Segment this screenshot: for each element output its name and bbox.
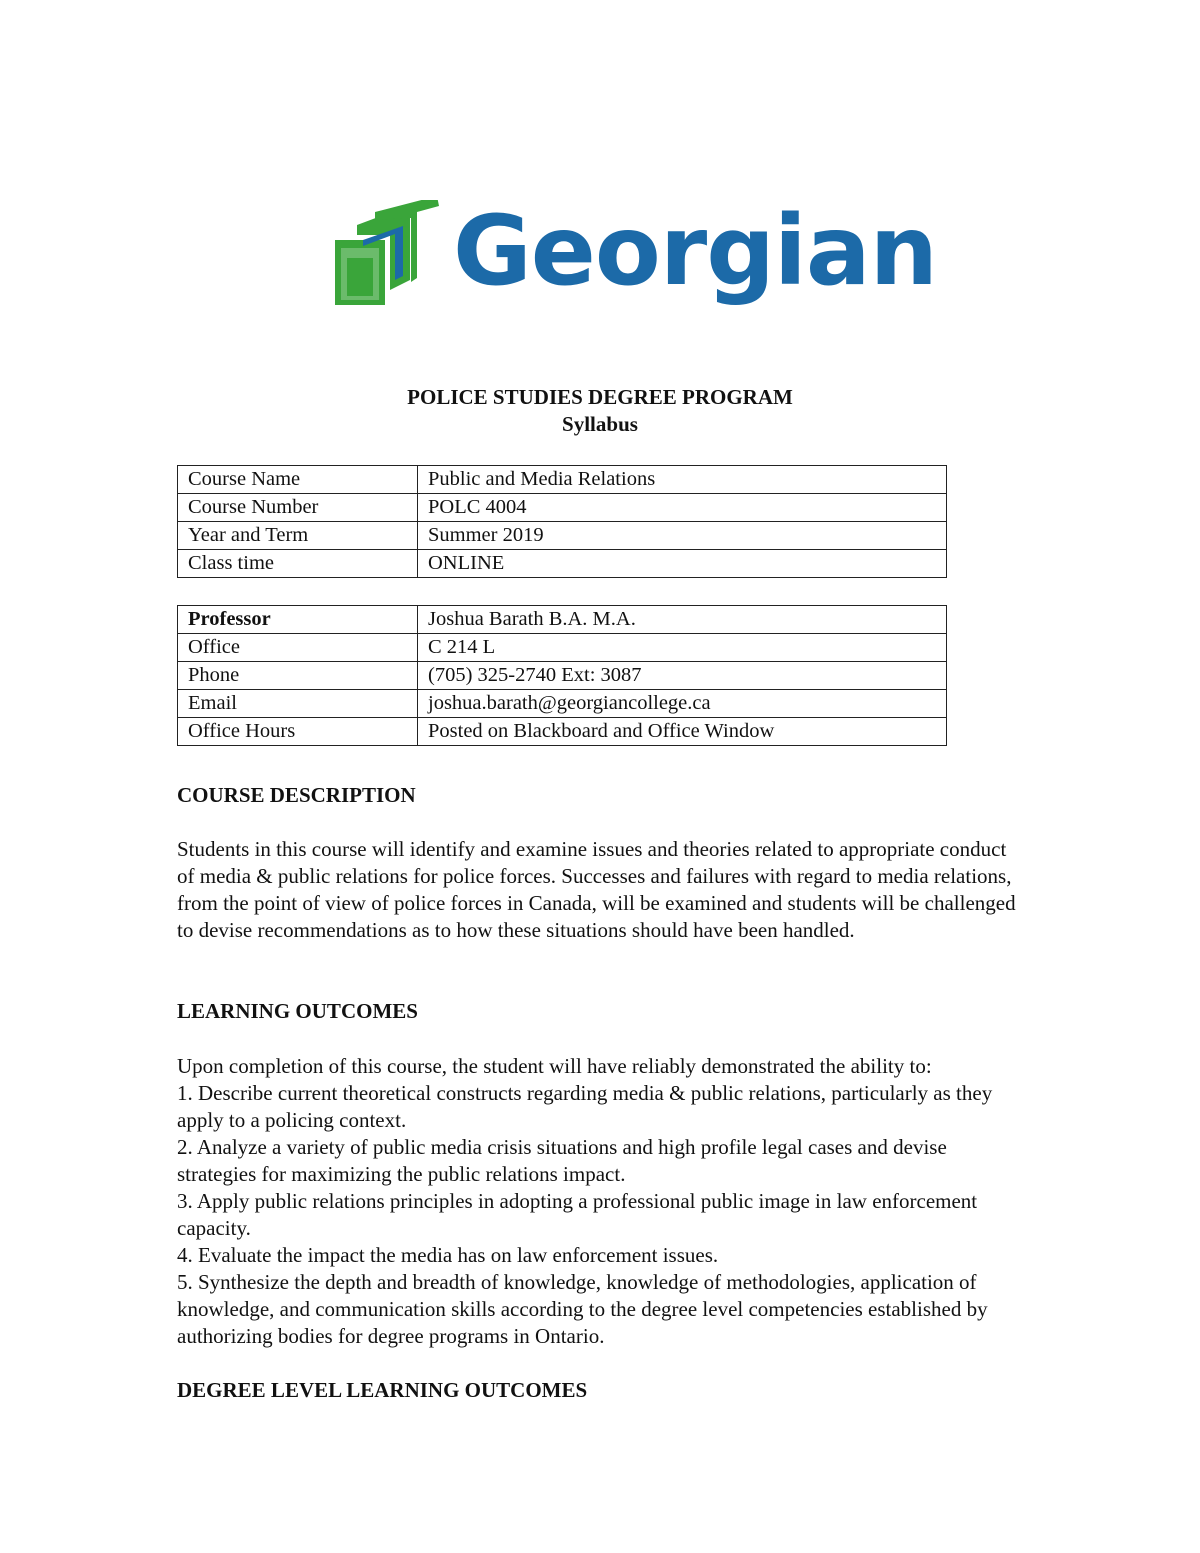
list-item: 4. Evaluate the impact the media has on law enforcement issues. — [177, 1243, 719, 1267]
table-row — [178, 522, 947, 550]
list-item: 1. Describe current theoretical constructs regarding media & public relations, particularly as they apply to a policing context. — [177, 1081, 993, 1132]
learning-outcomes-list — [177, 1053, 1027, 1350]
table-row — [178, 494, 947, 522]
row-label: Year and Term — [178, 522, 418, 550]
row-value: Public and Media Relations — [418, 466, 947, 494]
row-label: Phone — [178, 662, 418, 690]
learning-outcomes-heading: LEARNING OUTCOMES — [177, 999, 418, 1023]
georgian-logo — [335, 195, 937, 335]
document-type: Syllabus — [562, 412, 638, 436]
course-description-heading: COURSE DESCRIPTION — [177, 783, 416, 807]
row-label: Class time — [178, 550, 418, 578]
email-value[interactable]: joshua.barath@georgiancollege.ca — [418, 690, 947, 718]
table-row — [178, 550, 947, 578]
table-row — [178, 690, 947, 718]
degree-outcomes-heading: DEGREE LEVEL LEARNING OUTCOMES — [177, 1378, 588, 1402]
course-info-table — [177, 465, 947, 578]
row-value: POLC 4004 — [418, 494, 947, 522]
row-label: Professor — [178, 606, 418, 634]
learning-outcomes-intro: Upon completion of this course, the student will have reliably demonstrated the ability to: — [177, 1054, 932, 1078]
row-value: Posted on Blackboard and Office Window — [418, 718, 947, 746]
row-value: ONLINE — [418, 550, 947, 578]
table-row — [178, 662, 947, 690]
program-title: POLICE STUDIES DEGREE PROGRAM — [407, 385, 793, 409]
table-row — [178, 718, 947, 746]
row-label: Course Number — [178, 494, 418, 522]
table-row — [178, 606, 947, 634]
row-label: Course Name — [178, 466, 418, 494]
row-value: (705) 325-2740 Ext: 3087 — [418, 662, 947, 690]
course-description-text: Students in this course will identify and examine issues and theories related to appropriate conduct of media & public relations for police forces. Successes and failures with regard to media relations, from the point of view of police forces in Canada, will be examined and students will be challenged to devise recommendations as to how these situations should have been handled. — [177, 837, 1016, 942]
row-value: Summer 2019 — [418, 522, 947, 550]
row-label: Office Hours — [178, 718, 418, 746]
table-row — [178, 466, 947, 494]
table-row — [178, 634, 947, 662]
row-label: Office — [178, 634, 418, 662]
list-item: 2. Analyze a variety of public media crisis situations and high profile legal cases and devise strategies for maximizing the public relations impact. — [177, 1135, 947, 1186]
row-label: Email — [178, 690, 418, 718]
list-item: 3. Apply public relations principles in adopting a professional public image in law enforcement capacity. — [177, 1189, 978, 1240]
row-value: C 214 L — [418, 634, 947, 662]
professor-info-table — [177, 605, 947, 746]
row-value: Joshua Barath B.A. M.A. — [418, 606, 947, 634]
georgian-leaf-chevron-icon — [335, 200, 445, 310]
logo-wordmark: Georgian — [453, 195, 937, 307]
list-item: 5. Synthesize the depth and breadth of knowledge, knowledge of methodologies, application of knowledge, and communication skills according to the degree level competencies established by authorizing bodies for degree programs in Ontario. — [177, 1270, 988, 1348]
